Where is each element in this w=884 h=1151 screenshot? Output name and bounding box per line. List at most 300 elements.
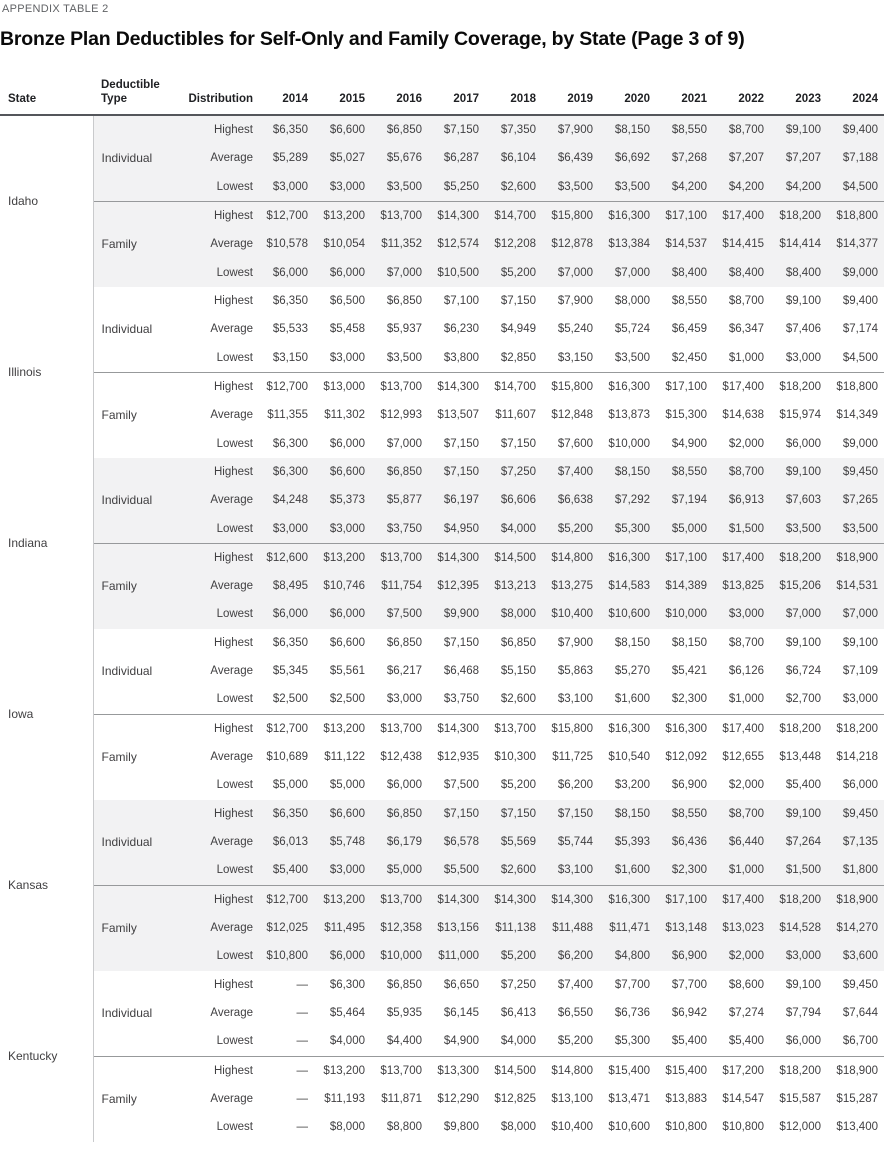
value-cell: $15,206 — [770, 572, 827, 600]
table-row — [0, 971, 884, 999]
value-cell: $5,200 — [485, 942, 542, 970]
column-header-2018: 2018 — [510, 93, 536, 106]
value-cell: $5,373 — [314, 486, 371, 514]
value-cell: $7,250 — [485, 458, 542, 486]
value-cell: $6,287 — [428, 144, 485, 172]
value-cell: $6,578 — [428, 828, 485, 856]
value-cell: $18,200 — [770, 372, 827, 401]
table-row — [0, 885, 884, 914]
value-cell: $6,700 — [842, 1035, 878, 1048]
value-cell: $13,023 — [713, 914, 770, 942]
value-cell: $8,600 — [728, 978, 764, 991]
value-cell: $13,700 — [371, 543, 428, 572]
distribution-cell: Lowest — [216, 351, 253, 364]
value-cell: $18,200 — [770, 885, 827, 914]
value-cell: $8,400 — [713, 258, 770, 286]
value-cell: $1,000 — [728, 693, 764, 706]
deductible-type-cell: Family — [93, 885, 181, 970]
value-cell: $12,000 — [779, 1121, 821, 1134]
value-cell: $4,200 — [713, 172, 770, 201]
value-cell: $5,400 — [728, 1035, 764, 1048]
value-cell: $14,415 — [713, 230, 770, 258]
value-cell: $6,200 — [557, 779, 593, 792]
value-cell: $6,200 — [542, 942, 599, 970]
value-cell: $6,692 — [599, 144, 656, 172]
value-cell: $9,100 — [770, 458, 827, 486]
distribution-cell: Average — [181, 230, 257, 258]
value-cell: $6,000 — [257, 258, 314, 286]
value-cell: $12,700 — [257, 714, 314, 743]
value-cell: $14,700 — [485, 372, 542, 401]
value-cell: $12,848 — [551, 409, 593, 422]
value-cell: $6,850 — [500, 636, 536, 649]
value-cell: $17,400 — [713, 201, 770, 230]
value-cell: $10,000 — [656, 600, 713, 628]
value-cell: $8,400 — [656, 258, 713, 286]
value-cell: $13,000 — [314, 372, 371, 401]
column-header-2020: 2020 — [624, 93, 650, 106]
value-cell: $13,200 — [314, 543, 371, 572]
value-cell: $3,500 — [371, 172, 428, 201]
table-row — [0, 458, 884, 486]
distribution-cell: Average — [210, 665, 253, 678]
value-cell: $3,000 — [329, 351, 365, 364]
value-cell: $4,000 — [485, 514, 542, 543]
value-cell: $3,000 — [842, 693, 878, 706]
column-header-distribution: Distribution — [188, 93, 253, 106]
value-cell: $6,468 — [443, 665, 479, 678]
value-cell: $10,600 — [599, 600, 656, 628]
distribution-cell: Average — [181, 144, 257, 172]
value-cell: $13,700 — [371, 201, 428, 230]
value-cell: $12,993 — [380, 409, 422, 422]
table-row — [0, 201, 884, 230]
value-cell: $1,000 — [728, 351, 764, 364]
value-cell: $7,000 — [386, 437, 422, 450]
value-cell: $8,800 — [386, 1121, 422, 1134]
value-cell: $5,027 — [314, 144, 371, 172]
value-cell: $4,248 — [257, 486, 314, 514]
table-header-row — [0, 78, 884, 115]
value-cell: $9,450 — [827, 458, 884, 486]
state-cell-idaho: Idaho — [0, 115, 93, 287]
distribution-cell: Average — [181, 914, 257, 942]
value-cell: $14,270 — [827, 914, 884, 942]
value-cell: — — [296, 1121, 308, 1134]
value-cell: $13,700 — [371, 1056, 428, 1085]
value-cell: $6,724 — [785, 665, 821, 678]
value-cell: $17,200 — [713, 1056, 770, 1085]
value-cell: $15,287 — [836, 1093, 878, 1106]
value-cell: $5,748 — [314, 828, 371, 856]
value-cell: $13,400 — [836, 1121, 878, 1134]
value-cell: $14,300 — [428, 543, 485, 572]
value-cell: $6,000 — [257, 600, 314, 628]
value-cell: $7,400 — [542, 458, 599, 486]
value-cell: $5,500 — [428, 856, 485, 885]
value-cell: $6,300 — [272, 437, 308, 450]
value-cell: $6,350 — [257, 115, 314, 144]
distribution-cell: Highest — [181, 372, 257, 401]
value-cell: $9,100 — [785, 636, 821, 649]
value-cell: $7,207 — [770, 144, 827, 172]
value-cell: $14,414 — [770, 230, 827, 258]
value-cell: $3,000 — [386, 693, 422, 706]
value-cell: $5,400 — [257, 856, 314, 885]
value-cell: $8,000 — [500, 1121, 536, 1134]
value-cell: $18,200 — [827, 714, 884, 743]
value-cell: $5,421 — [671, 665, 707, 678]
value-cell: $13,700 — [485, 714, 542, 743]
value-cell: $6,550 — [557, 1007, 593, 1020]
value-cell: $7,500 — [443, 779, 479, 792]
value-cell: $5,289 — [257, 144, 314, 172]
value-cell: $12,700 — [257, 372, 314, 401]
value-cell: $5,393 — [599, 828, 656, 856]
value-cell: $7,900 — [557, 636, 593, 649]
value-cell: $18,200 — [770, 543, 827, 572]
distribution-cell: Lowest — [181, 514, 257, 543]
value-cell: $6,000 — [785, 437, 821, 450]
value-cell: $4,900 — [443, 1035, 479, 1048]
value-cell: $10,746 — [314, 572, 371, 600]
value-cell: $3,500 — [614, 351, 650, 364]
value-cell: $6,126 — [728, 665, 764, 678]
value-cell: $11,193 — [324, 1093, 365, 1106]
value-cell: $15,974 — [779, 409, 821, 422]
value-cell: $12,025 — [257, 914, 314, 942]
value-cell: $4,800 — [599, 942, 656, 970]
value-cell: $7,700 — [614, 978, 650, 991]
value-cell: $7,406 — [785, 323, 821, 336]
value-cell: $5,200 — [542, 514, 599, 543]
table-row — [0, 543, 884, 572]
value-cell: $12,935 — [437, 751, 479, 764]
distribution-cell: Highest — [181, 1056, 257, 1085]
column-header-2019: 2019 — [567, 93, 593, 106]
value-cell: $9,400 — [827, 115, 884, 144]
table-row — [0, 372, 884, 401]
value-cell: $12,358 — [371, 914, 428, 942]
value-cell: $6,850 — [386, 636, 422, 649]
deductible-type-cell: Family — [93, 714, 181, 799]
deductible-type-cell: Family — [93, 372, 181, 457]
value-cell: $11,725 — [552, 751, 593, 764]
value-cell: $13,883 — [665, 1093, 707, 1106]
value-cell: $7,268 — [656, 144, 713, 172]
deductible-type-cell: Individual — [93, 115, 181, 201]
value-cell: $16,300 — [656, 714, 713, 743]
value-cell: $11,302 — [324, 409, 365, 422]
value-cell: $11,471 — [599, 914, 656, 942]
value-cell: $6,000 — [842, 779, 878, 792]
table-row — [0, 287, 884, 315]
value-cell: $6,000 — [314, 942, 371, 970]
value-cell: $4,000 — [329, 1035, 365, 1048]
value-cell: — — [296, 1035, 308, 1048]
value-cell: $5,000 — [371, 856, 428, 885]
value-cell: $18,200 — [770, 714, 827, 743]
distribution-cell: Average — [210, 1007, 253, 1020]
value-cell: $7,350 — [485, 115, 542, 144]
column-header-2014: 2014 — [282, 93, 308, 106]
value-cell: $7,794 — [785, 1007, 821, 1020]
value-cell: $8,700 — [713, 115, 770, 144]
value-cell: $7,000 — [827, 600, 884, 628]
value-cell: $11,488 — [542, 914, 599, 942]
value-cell: $15,800 — [542, 372, 599, 401]
value-cell: $1,600 — [599, 856, 656, 885]
value-cell: $14,300 — [428, 885, 485, 914]
value-cell: $6,000 — [386, 779, 422, 792]
value-cell: $16,300 — [599, 714, 656, 743]
value-cell: $2,000 — [713, 942, 770, 970]
deductible-type-cell: Family — [93, 201, 181, 286]
value-cell: $3,000 — [314, 514, 371, 543]
value-cell: $7,150 — [500, 294, 536, 307]
value-cell: $16,300 — [599, 372, 656, 401]
value-cell: $17,100 — [656, 543, 713, 572]
value-cell: $5,724 — [614, 323, 650, 336]
value-cell: $5,240 — [557, 323, 593, 336]
distribution-cell: Lowest — [181, 856, 257, 885]
value-cell: $11,138 — [485, 914, 542, 942]
distribution-cell: Average — [181, 828, 257, 856]
distribution-cell: Highest — [181, 458, 257, 486]
value-cell: $7,900 — [542, 115, 599, 144]
value-cell: $10,800 — [722, 1121, 764, 1134]
value-cell: $14,500 — [485, 1056, 542, 1085]
value-cell: $3,500 — [599, 172, 656, 201]
value-cell: $18,900 — [827, 543, 884, 572]
value-cell: $9,800 — [443, 1121, 479, 1134]
value-cell: $5,533 — [272, 323, 308, 336]
value-cell: $7,109 — [842, 665, 878, 678]
value-cell: $7,265 — [827, 486, 884, 514]
value-cell: $10,500 — [428, 258, 485, 286]
value-cell: $8,000 — [485, 600, 542, 628]
state-cell-illinois: Illinois — [0, 287, 93, 458]
value-cell: $1,000 — [713, 856, 770, 885]
value-cell: $15,587 — [779, 1093, 821, 1106]
value-cell: $5,676 — [371, 144, 428, 172]
value-cell: $2,700 — [785, 693, 821, 706]
value-cell: $6,000 — [314, 258, 371, 286]
distribution-cell: Average — [210, 323, 253, 336]
column-header-2024: 2024 — [852, 93, 878, 106]
value-cell: $14,300 — [485, 885, 542, 914]
table-row — [0, 800, 884, 828]
value-cell: $6,000 — [785, 1035, 821, 1048]
value-cell: $13,100 — [551, 1093, 593, 1106]
value-cell: $6,650 — [443, 978, 479, 991]
value-cell: $6,350 — [257, 800, 314, 828]
distribution-cell: Average — [181, 486, 257, 514]
value-cell: $4,900 — [671, 437, 707, 450]
state-cell-indiana: Indiana — [0, 458, 93, 629]
value-cell: $8,700 — [713, 458, 770, 486]
value-cell: $12,290 — [437, 1093, 479, 1106]
value-cell: $10,400 — [551, 1121, 593, 1134]
table-eyebrow: APPENDIX TABLE 2 — [2, 3, 109, 15]
value-cell: $5,345 — [272, 665, 308, 678]
value-cell: $7,188 — [827, 144, 884, 172]
distribution-cell: Lowest — [181, 258, 257, 286]
value-cell: $17,100 — [656, 201, 713, 230]
value-cell: $15,300 — [665, 409, 707, 422]
value-cell: $7,150 — [500, 437, 536, 450]
value-cell: $10,000 — [371, 942, 428, 970]
value-cell: $14,300 — [428, 372, 485, 401]
column-header-deductible-type: Deductible Type — [101, 79, 160, 106]
value-cell: $13,700 — [371, 885, 428, 914]
value-cell: $11,871 — [381, 1093, 422, 1106]
value-cell: $9,100 — [785, 978, 821, 991]
value-cell: $10,600 — [608, 1121, 650, 1134]
value-cell: $6,217 — [386, 665, 422, 678]
value-cell: $5,561 — [329, 665, 365, 678]
value-cell: $16,300 — [599, 543, 656, 572]
value-cell: $6,459 — [671, 323, 707, 336]
value-cell: $11,754 — [371, 572, 428, 600]
table-row — [0, 714, 884, 743]
table-row — [0, 115, 884, 144]
value-cell: $7,150 — [428, 115, 485, 144]
value-cell: $6,942 — [671, 1007, 707, 1020]
value-cell: $4,500 — [827, 172, 884, 201]
value-cell: $16,300 — [599, 885, 656, 914]
value-cell: $7,000 — [542, 258, 599, 286]
value-cell: $7,000 — [599, 258, 656, 286]
value-cell: $11,122 — [324, 751, 365, 764]
value-cell: $6,197 — [428, 486, 485, 514]
value-cell: $8,700 — [728, 294, 764, 307]
state-cell-kentucky: Kentucky — [0, 971, 93, 1142]
value-cell: $9,900 — [428, 600, 485, 628]
value-cell: $4,200 — [770, 172, 827, 201]
value-cell: $8,150 — [614, 636, 650, 649]
distribution-cell: Lowest — [181, 600, 257, 628]
value-cell: $14,800 — [542, 543, 599, 572]
value-cell: $3,150 — [272, 351, 308, 364]
value-cell: $14,377 — [827, 230, 884, 258]
value-cell: $5,464 — [329, 1007, 365, 1020]
value-cell: $4,950 — [428, 514, 485, 543]
distribution-cell: Average — [210, 1093, 253, 1106]
value-cell: $2,600 — [485, 172, 542, 201]
value-cell: $5,000 — [329, 779, 365, 792]
value-cell: $6,179 — [371, 828, 428, 856]
value-cell: $1,500 — [770, 856, 827, 885]
value-cell: $18,800 — [827, 372, 884, 401]
value-cell: $14,700 — [485, 201, 542, 230]
value-cell: $7,174 — [842, 323, 878, 336]
value-cell: $2,500 — [272, 693, 308, 706]
distribution-cell: Average — [210, 751, 253, 764]
value-cell: $17,400 — [713, 714, 770, 743]
value-cell: $2,300 — [671, 693, 707, 706]
value-cell: $7,207 — [713, 144, 770, 172]
value-cell: $2,500 — [329, 693, 365, 706]
value-cell: $17,100 — [656, 885, 713, 914]
value-cell: $5,000 — [272, 779, 308, 792]
value-cell: $3,000 — [785, 351, 821, 364]
distribution-cell: Highest — [214, 636, 253, 649]
value-cell: $14,389 — [656, 572, 713, 600]
distribution-cell: Lowest — [216, 437, 253, 450]
value-cell: $14,349 — [836, 409, 878, 422]
value-cell: $12,395 — [428, 572, 485, 600]
value-cell: $11,607 — [495, 409, 536, 422]
appendix-table-page — [0, 3, 884, 1142]
value-cell: $7,400 — [557, 978, 593, 991]
distribution-cell: Highest — [214, 294, 253, 307]
value-cell: $9,400 — [842, 294, 878, 307]
value-cell: $3,100 — [542, 856, 599, 885]
value-cell: $1,500 — [713, 514, 770, 543]
value-cell: $3,800 — [443, 351, 479, 364]
value-cell: $13,200 — [314, 201, 371, 230]
value-cell: $7,000 — [770, 600, 827, 628]
value-cell: — — [296, 1093, 308, 1106]
value-cell: $9,000 — [827, 258, 884, 286]
deductible-type-cell: Individual — [101, 664, 153, 679]
value-cell: $6,736 — [614, 1007, 650, 1020]
value-cell: $12,438 — [380, 751, 422, 764]
value-cell: $8,550 — [656, 458, 713, 486]
value-cell: $9,450 — [842, 978, 878, 991]
distribution-cell: Average — [210, 409, 253, 422]
value-cell: $11,355 — [267, 409, 308, 422]
value-cell: $6,850 — [371, 458, 428, 486]
value-cell: $13,275 — [542, 572, 599, 600]
value-cell: $10,540 — [608, 751, 650, 764]
value-cell: $3,600 — [827, 942, 884, 970]
value-cell: $4,500 — [842, 351, 878, 364]
value-cell: $5,300 — [614, 1035, 650, 1048]
value-cell: $6,440 — [713, 828, 770, 856]
value-cell: $6,600 — [314, 458, 371, 486]
value-cell: $12,878 — [542, 230, 599, 258]
value-cell: $5,150 — [500, 665, 536, 678]
value-cell: $2,600 — [500, 693, 536, 706]
value-cell: $16,300 — [599, 201, 656, 230]
value-cell: $9,450 — [827, 800, 884, 828]
value-cell: $4,000 — [500, 1035, 536, 1048]
value-cell: $14,800 — [542, 1056, 599, 1085]
value-cell: $5,744 — [542, 828, 599, 856]
value-cell: $14,531 — [827, 572, 884, 600]
value-cell: $5,400 — [785, 779, 821, 792]
distribution-cell: Lowest — [216, 779, 253, 792]
value-cell: $3,750 — [443, 693, 479, 706]
column-header-2015: 2015 — [339, 93, 365, 106]
value-cell: $7,150 — [428, 458, 485, 486]
value-cell: $17,400 — [713, 885, 770, 914]
value-cell: $7,135 — [827, 828, 884, 856]
value-cell: $14,300 — [428, 714, 485, 743]
value-cell: $7,250 — [500, 978, 536, 991]
value-cell: $3,100 — [557, 693, 593, 706]
value-cell: $5,400 — [671, 1035, 707, 1048]
value-cell: $6,300 — [329, 978, 365, 991]
value-cell: $9,100 — [770, 800, 827, 828]
value-cell: $1,600 — [614, 693, 650, 706]
value-cell: $15,800 — [542, 714, 599, 743]
value-cell: $3,500 — [827, 514, 884, 543]
deductible-type-cell: Family — [93, 543, 181, 628]
value-cell: $13,148 — [656, 914, 713, 942]
